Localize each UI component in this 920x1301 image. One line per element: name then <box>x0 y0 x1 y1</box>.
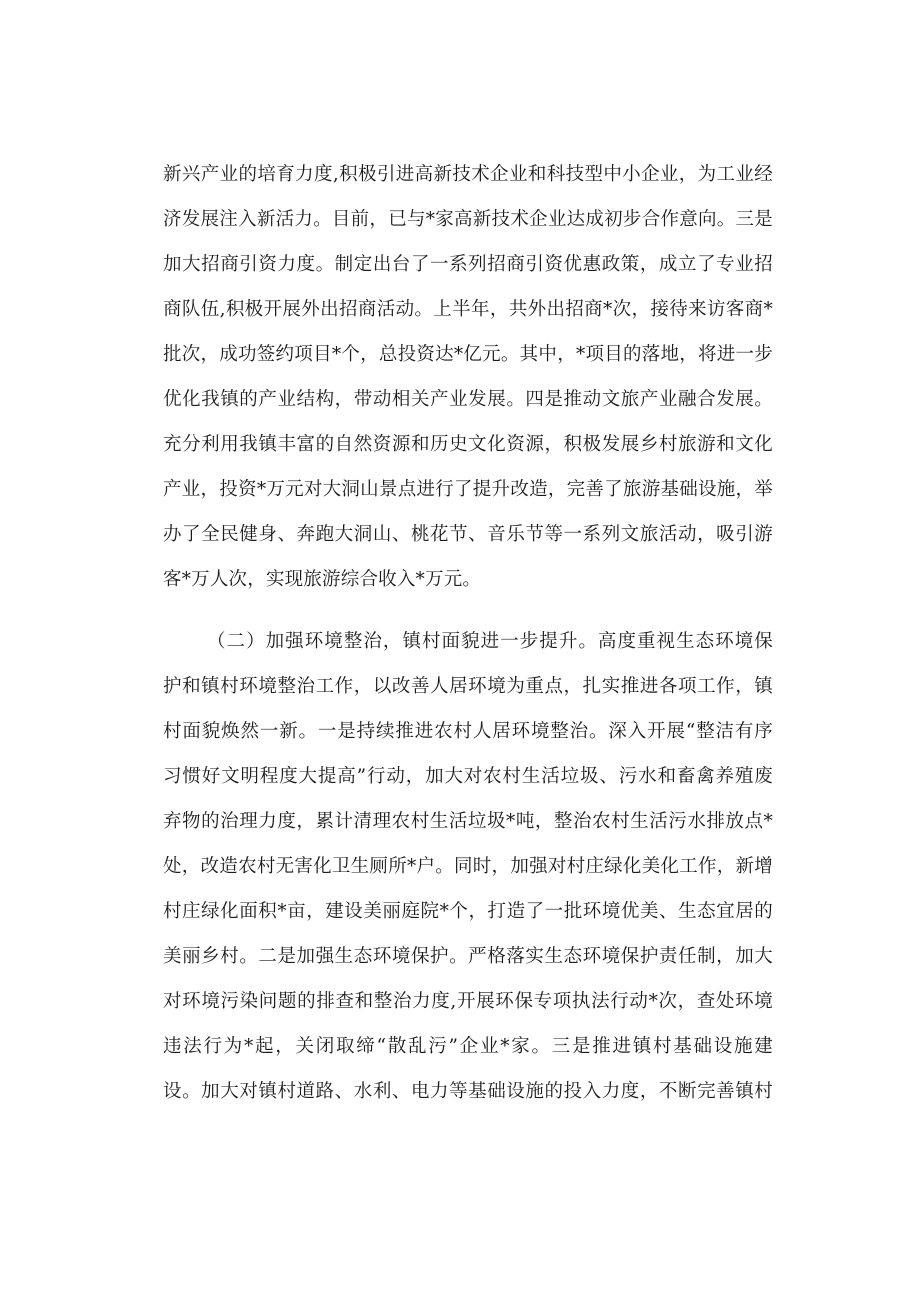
section-heading-line: （二）加强环境整治，镇村面貌进一步提升。高度重视生态环境保 <box>207 631 773 652</box>
paragraph-line: 村面貌焕然一新。一是持续推进农村人居环境整治。深入开展“整洁有序 <box>163 721 773 742</box>
paragraph-line: 新兴产业的培育力度,积极引进高新技术企业和科技型中小企业，为工业经 <box>163 164 773 185</box>
paragraph-line: 设。加大对镇村道路、水利、电力等基础设施的投入力度，不断完善镇村 <box>163 1081 773 1102</box>
paragraph-line: 产业，投资*万元对大洞山景点进行了提升改造，完善了旅游基础设施，举 <box>163 479 773 500</box>
paragraph-line: 加大招商引资力度。制定出台了一系列招商引资优惠政策，成立了专业招 <box>163 254 773 275</box>
paragraph-line: 客*万人次，实现旅游综合收入*万元。 <box>163 569 482 590</box>
paragraph-line: 村庄绿化面积*亩，建设美丽庭院*个，打造了一批环境优美、生态宜居的 <box>163 901 773 922</box>
paragraph-line: 美丽乡村。二是加强生态环境保护。严格落实生态环境保护责任制，加大 <box>163 946 773 967</box>
paragraph-line: 济发展注入新活力。目前，已与*家高新技术企业达成初步合作意向。三是 <box>163 209 773 230</box>
paragraph-line: 违法行为*起，关闭取缔“散乱污”企业*家。三是推进镇村基础设施建 <box>163 1036 773 1057</box>
paragraph-line: 办了全民健身、奔跑大洞山、桃花节、音乐节等一系列文旅活动，吸引游 <box>163 524 773 545</box>
paragraph-line: 处，改造农村无害化卫生厕所*户。同时，加强对村庄绿化美化工作，新增 <box>163 856 773 877</box>
paragraph-line: 商队伍,积极开展外出招商活动。上半年，共外出招商*次，接待来访客商* <box>163 299 773 320</box>
paragraph-line: 批次，成功签约项目*个，总投资达*亿元。其中，*项目的落地，将进一步 <box>163 344 773 365</box>
paragraph-line: 护和镇村环境整治工作，以改善人居环境为重点，扎实推进各项工作，镇 <box>163 676 773 697</box>
paragraph-line: 弃物的治理力度，累计清理农村生活垃圾*吨，整治农村生活污水排放点* <box>163 811 773 832</box>
paragraph-line: 习惯好文明程度大提高”行动，加大对农村生活垃圾、污水和畜禽养殖废 <box>163 766 773 787</box>
paragraph-line: 对环境污染问题的排查和整治力度,开展环保专项执法行动*次，查处环境 <box>163 991 773 1012</box>
paragraph-line: 充分利用我镇丰富的自然资源和历史文化资源，积极发展乡村旅游和文化 <box>163 434 773 455</box>
paragraph-line: 优化我镇的产业结构，带动相关产业发展。四是推动文旅产业融合发展。 <box>163 389 773 410</box>
